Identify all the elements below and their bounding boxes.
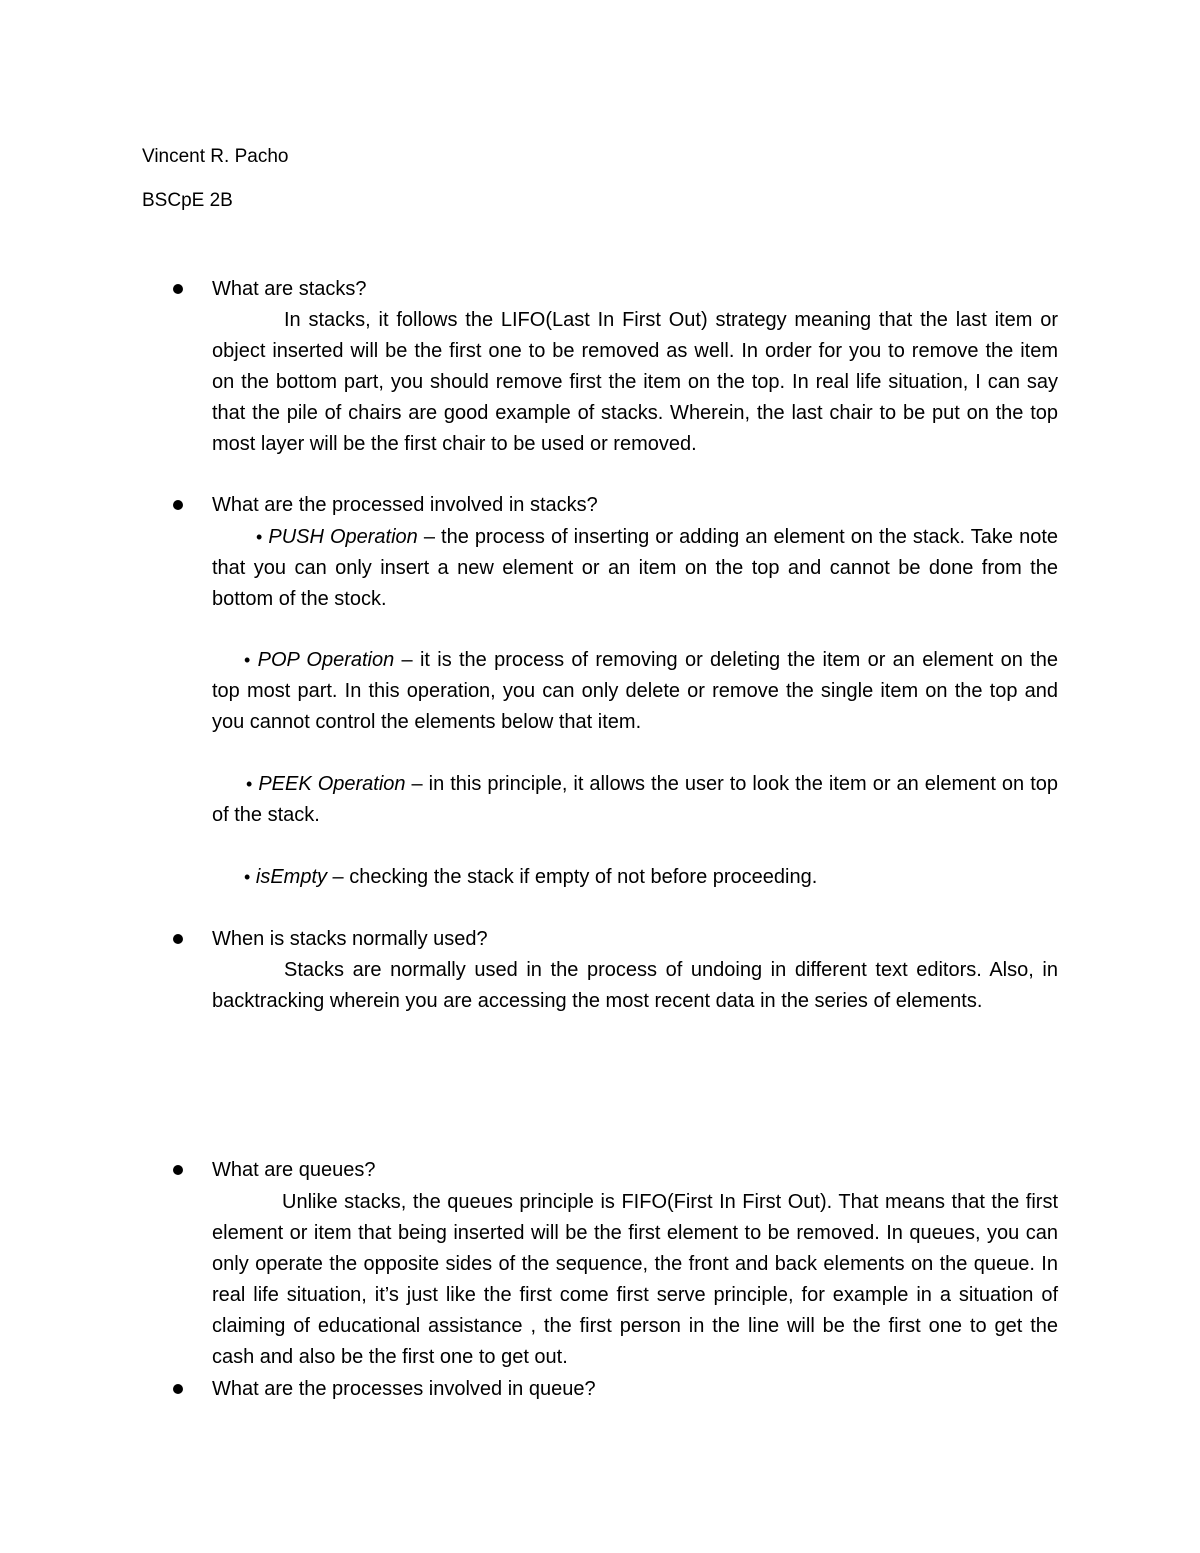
answer-usage-text: Stacks are normally used in the process of undoing in different text editors. Also, in backtracking wherein you are accessing the most recent data in the series of elements.: [212, 959, 1058, 1012]
sub-bullet-icon: •: [244, 650, 251, 670]
question-stacks: What are stacks?: [212, 278, 367, 300]
question-processes: What are the processed involved in stacks?: [212, 494, 598, 516]
bullet-icon: [173, 284, 183, 294]
answer-queues: [212, 1187, 1058, 1373]
bullet-icon: [173, 1165, 183, 1175]
bullet-icon: [173, 934, 183, 944]
course-section: BSCpE 2B: [142, 190, 233, 211]
process-peek: [212, 769, 1058, 831]
answer-usage: [212, 955, 1058, 1017]
sub-bullet-icon: •: [256, 527, 263, 547]
process-isempty-name: isEmpty: [255, 866, 327, 888]
process-push-name: PUSH Operation: [268, 526, 418, 548]
process-push: [212, 522, 1058, 615]
sub-bullet-icon: •: [246, 774, 253, 794]
process-isempty-desc: – checking the stack if empty of not before proceeding.: [327, 866, 818, 888]
question-usage: When is stacks normally used?: [212, 928, 488, 950]
process-isempty: [212, 862, 1058, 893]
answer-stacks: [212, 305, 1058, 460]
process-peek-desc: – in this principle, it allows the user to look the item or an element on top of the stack.: [212, 773, 1058, 826]
question-queue-processes: What are the processes involved in queue?: [212, 1378, 596, 1400]
process-push-desc: – the process of inserting or adding an element on the stack. Take note that you can only insert a new element or an item on the top and cannot be done from the bottom of the stock.: [212, 526, 1058, 610]
process-peek-name: PEEK Operation: [258, 773, 406, 795]
bullet-icon: [173, 500, 183, 510]
bullet-icon: [173, 1384, 183, 1394]
answer-queues-text: Unlike stacks, the queues principle is FIFO(First In First Out). That means that the first element or item that being inserted will be the first element to be removed. In queues, you can only operate the opposite sides of the sequence, the front and back elements on the queue. In real life situation, it’s just like the first come first serve principle, for example in a situation of claiming of educational assistance , the first person in the line will be the first one to get the cash and also be the first one to get out.: [212, 1191, 1058, 1368]
process-pop-name: POP Operation: [257, 649, 395, 671]
question-queues: What are queues?: [212, 1159, 376, 1181]
sub-bullet-icon: •: [244, 867, 251, 887]
answer-stacks-text: In stacks, it follows the LIFO(Last In First Out) strategy meaning that the last item or object inserted will be the first one to be removed as well. In order for you to remove the item on the bottom part, you should remove first the item on the top. In real life situation, I can say that the pile of chairs are good example of stacks. Wherein, the last chair to be put on the top most layer will be the first chair to be used or removed.: [212, 309, 1058, 455]
process-pop: [212, 645, 1058, 738]
process-pop-desc: – it is the process of removing or deleting the item or an element on the top most part. In this operation, you can only delete or remove the single item on the top and you cannot control the elements below that item.: [212, 649, 1058, 733]
author-name: Vincent R. Pacho: [142, 146, 289, 167]
